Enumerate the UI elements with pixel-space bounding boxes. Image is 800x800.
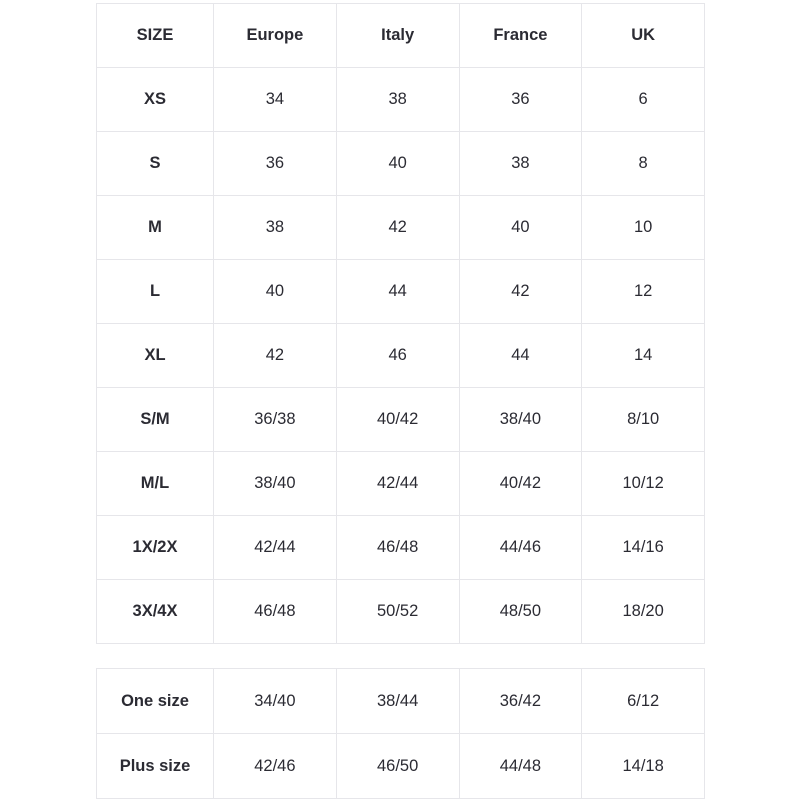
row-label: 3X/4X — [97, 580, 214, 644]
cell-europe: 38/40 — [214, 452, 337, 516]
cell-france: 36/42 — [459, 669, 582, 734]
cell-uk: 6 — [582, 68, 705, 132]
cell-uk: 8 — [582, 132, 705, 196]
row-label: S/M — [97, 388, 214, 452]
cell-uk: 8/10 — [582, 388, 705, 452]
cell-uk: 14 — [582, 324, 705, 388]
cell-italy: 38 — [336, 68, 459, 132]
cell-france: 44 — [459, 324, 582, 388]
one-size-table-wrapper — [96, 668, 704, 799]
column-header-size: SIZE — [97, 4, 214, 68]
table-row — [97, 734, 705, 799]
cell-europe: 46/48 — [214, 580, 337, 644]
table-row — [97, 324, 705, 388]
cell-europe: 38 — [214, 196, 337, 260]
size-conversion-table — [96, 3, 705, 644]
table-row — [97, 580, 705, 644]
cell-france: 38 — [459, 132, 582, 196]
cell-italy: 44 — [336, 260, 459, 324]
cell-europe: 36/38 — [214, 388, 337, 452]
cell-italy: 46 — [336, 324, 459, 388]
cell-uk: 6/12 — [582, 669, 705, 734]
cell-france: 44/48 — [459, 734, 582, 799]
table-row — [97, 68, 705, 132]
table-header-row — [97, 4, 705, 68]
cell-europe: 36 — [214, 132, 337, 196]
cell-france: 40 — [459, 196, 582, 260]
table-row — [97, 388, 705, 452]
cell-uk: 12 — [582, 260, 705, 324]
column-header-france: France — [459, 4, 582, 68]
column-header-italy: Italy — [336, 4, 459, 68]
cell-europe: 34 — [214, 68, 337, 132]
table-row — [97, 260, 705, 324]
cell-uk: 18/20 — [582, 580, 705, 644]
column-header-europe: Europe — [214, 4, 337, 68]
row-label: M/L — [97, 452, 214, 516]
cell-italy: 46/48 — [336, 516, 459, 580]
row-label: XL — [97, 324, 214, 388]
cell-italy: 40/42 — [336, 388, 459, 452]
cell-italy: 50/52 — [336, 580, 459, 644]
cell-europe: 42 — [214, 324, 337, 388]
cell-uk: 10/12 — [582, 452, 705, 516]
row-label: XS — [97, 68, 214, 132]
cell-italy: 40 — [336, 132, 459, 196]
cell-italy: 46/50 — [336, 734, 459, 799]
cell-france: 42 — [459, 260, 582, 324]
table-row — [97, 452, 705, 516]
cell-france: 38/40 — [459, 388, 582, 452]
table-body — [97, 68, 705, 644]
table-header — [97, 4, 705, 68]
one-size-table — [96, 668, 705, 799]
cell-france: 36 — [459, 68, 582, 132]
table-row — [97, 196, 705, 260]
cell-france: 40/42 — [459, 452, 582, 516]
row-label: One size — [97, 669, 214, 734]
row-label: S — [97, 132, 214, 196]
table-row — [97, 132, 705, 196]
cell-italy: 42/44 — [336, 452, 459, 516]
row-label: 1X/2X — [97, 516, 214, 580]
cell-europe: 40 — [214, 260, 337, 324]
table-row — [97, 516, 705, 580]
cell-europe: 34/40 — [214, 669, 337, 734]
size-conversion-table-wrapper — [96, 3, 704, 644]
row-label: L — [97, 260, 214, 324]
cell-uk: 14/18 — [582, 734, 705, 799]
row-label: M — [97, 196, 214, 260]
row-label: Plus size — [97, 734, 214, 799]
cell-uk: 10 — [582, 196, 705, 260]
table-row — [97, 669, 705, 734]
cell-italy: 42 — [336, 196, 459, 260]
column-header-uk: UK — [582, 4, 705, 68]
cell-france: 44/46 — [459, 516, 582, 580]
cell-uk: 14/16 — [582, 516, 705, 580]
cell-france: 48/50 — [459, 580, 582, 644]
table-body — [97, 669, 705, 799]
cell-europe: 42/46 — [214, 734, 337, 799]
cell-italy: 38/44 — [336, 669, 459, 734]
cell-europe: 42/44 — [214, 516, 337, 580]
